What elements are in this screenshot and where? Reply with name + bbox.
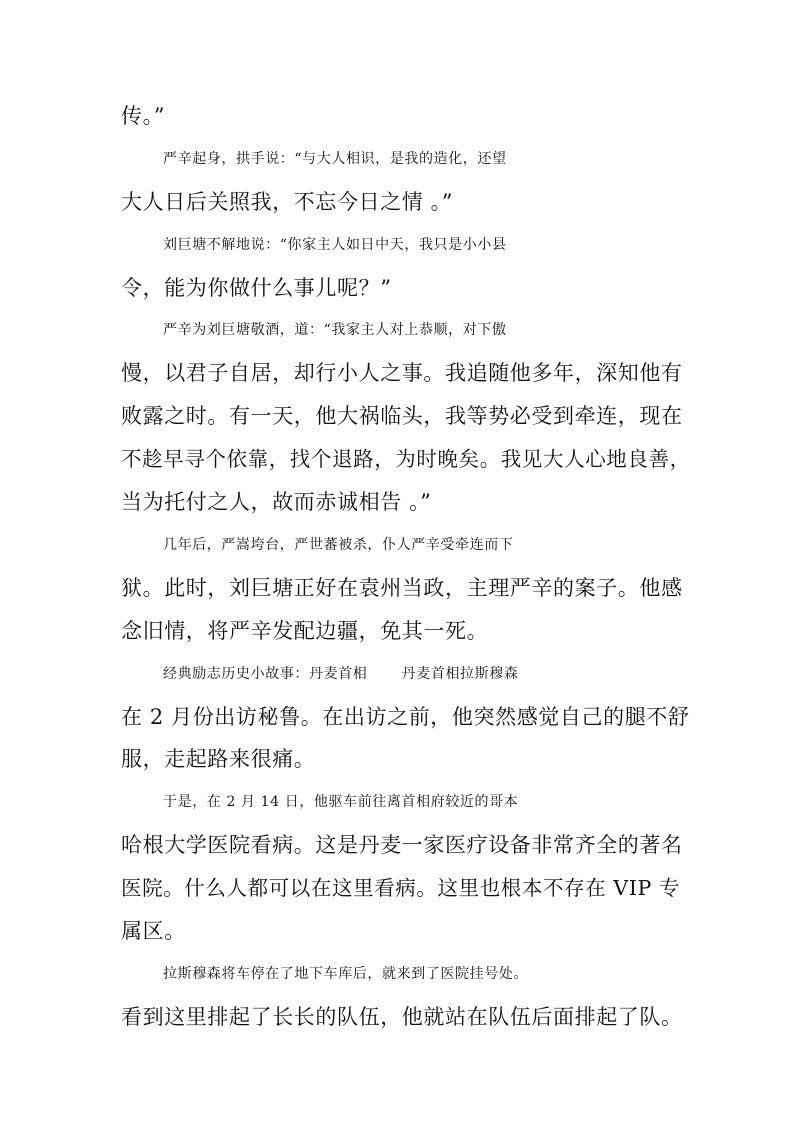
text-line: 不趁早寻个依靠，找个退路，为时晚矣。我见大人心地良善， [121, 447, 691, 471]
paragraph-start: 刘巨塘不解地说：“你家主人如日中天，我只是小小县 [163, 237, 507, 253]
text-line: 服，走起路来很痛。 [121, 747, 316, 771]
text-line: 属区。 [121, 919, 186, 943]
text-line: 念旧情，将严辛发配边疆，免其一死。 [121, 619, 489, 643]
text-line: 狱。此时，刘巨塘正好在袁州当政，主理严辛的案子。他感 [121, 576, 683, 600]
text-line: 慢，以君子自居，却行小人之事。我追随他多年，深知他有 [121, 361, 683, 385]
text-line: 令，能为你做什么事儿呢？” [121, 276, 392, 300]
text-line: 当为托付之人，故而赤诚相告 。” [121, 490, 432, 514]
paragraph-start: 几年后，严嵩垮台，严世蕃被杀，仆人严辛受牵连而下 [163, 537, 514, 553]
text-line: 看到这里排起了长长的队伍，他就站在队伍后面排起了队。 [121, 1005, 683, 1029]
paragraph-start: 严辛为刘巨塘敬酒，道：“我家主人对上恭顺，对下傲 [163, 322, 507, 338]
text-line: 败露之时。有一天，他大祸临头，我等势必受到牵连，现在 [121, 404, 683, 428]
paragraph-start: 严辛起身，拱手说：“与大人相识，是我的造化，还望 [163, 151, 507, 167]
text-line: 在 2 月份出访秘鲁。在出访之前，他突然感觉自己的腿不舒 [121, 705, 690, 729]
text-line: 大人日后关照我，不忘今日之情 。” [121, 190, 454, 214]
paragraph-start: 经典励志历史小故事：丹麦首相 丹麦首相拉斯穆森 [163, 666, 519, 682]
paragraph-start: 拉斯穆森将车停在了地下车库后，就来到了医院挂号处。 [163, 966, 528, 982]
text-line: 传。” [121, 104, 166, 128]
text-line: 医院。什么人都可以在这里看病。这里也根本不存在 VIP 专 [121, 876, 681, 900]
paragraph-start: 于是，在 2 月 14 日，他驱车前往离首相府较近的哥本 [163, 794, 519, 810]
text-line: 哈根大学医院看病。这是丹麦一家医疗设备非常齐全的著名 [121, 833, 683, 857]
